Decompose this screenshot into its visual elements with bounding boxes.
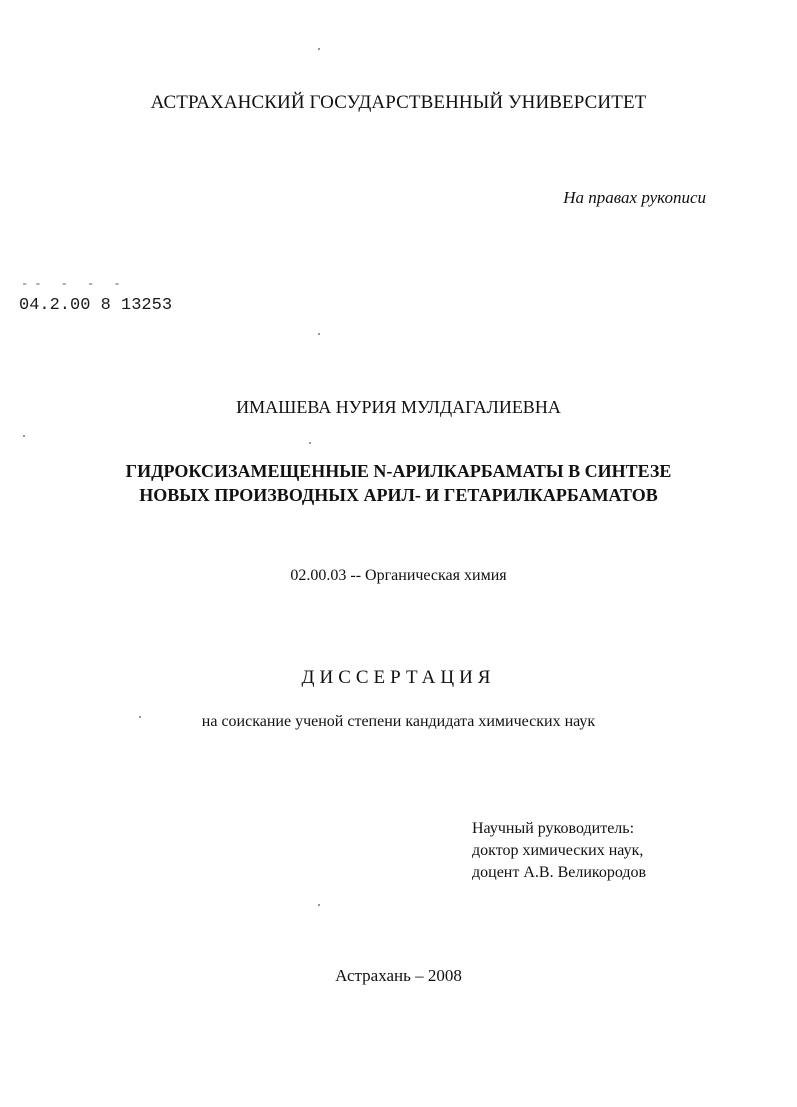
title-line-2: НОВЫХ ПРОИЗВОДНЫХ АРИЛ- И ГЕТАРИЛКАРБАМАТОВ	[139, 485, 658, 505]
title-line-1: ГИДРОКСИЗАМЕЩЕННЫЕ N-АРИЛКАРБАМАТЫ В СИНТЕЗЕ	[125, 461, 672, 481]
city-year: Астрахань – 2008	[335, 966, 462, 985]
scan-speck	[318, 333, 320, 335]
scientific-advisor	[472, 818, 646, 884]
advisor-line-2: доктор химических наук,	[472, 842, 644, 859]
scan-speck	[309, 442, 311, 444]
document-type: ДИССЕРТАЦИЯ	[301, 667, 496, 688]
advisor-line-3: доцент А.В. Великородов	[472, 864, 647, 881]
specialty-code: 02.00.03 -- Органическая химия	[290, 567, 507, 584]
degree-statement: на соискание ученой степени кандидата химических наук	[201, 713, 596, 730]
scan-speck	[318, 904, 320, 906]
university-name: АСТРАХАНСКИЙ ГОСУДАРСТВЕННЫЙ УНИВЕРСИТЕТ	[150, 92, 647, 113]
scan-speck	[139, 716, 141, 718]
stamp-dashes: -- - - -	[21, 277, 127, 291]
scan-speck	[318, 48, 320, 50]
author-name: ИМАШЕВА НУРИЯ МУЛДАГАЛИЕВНА	[236, 397, 561, 417]
library-stamp-number: 04.2.00 8 13253	[19, 296, 173, 315]
scan-speck	[23, 435, 25, 437]
manuscript-note: На правах рукописи	[563, 188, 706, 207]
dissertation-title	[0, 459, 797, 507]
advisor-line-1: Научный руководитель:	[472, 820, 635, 837]
